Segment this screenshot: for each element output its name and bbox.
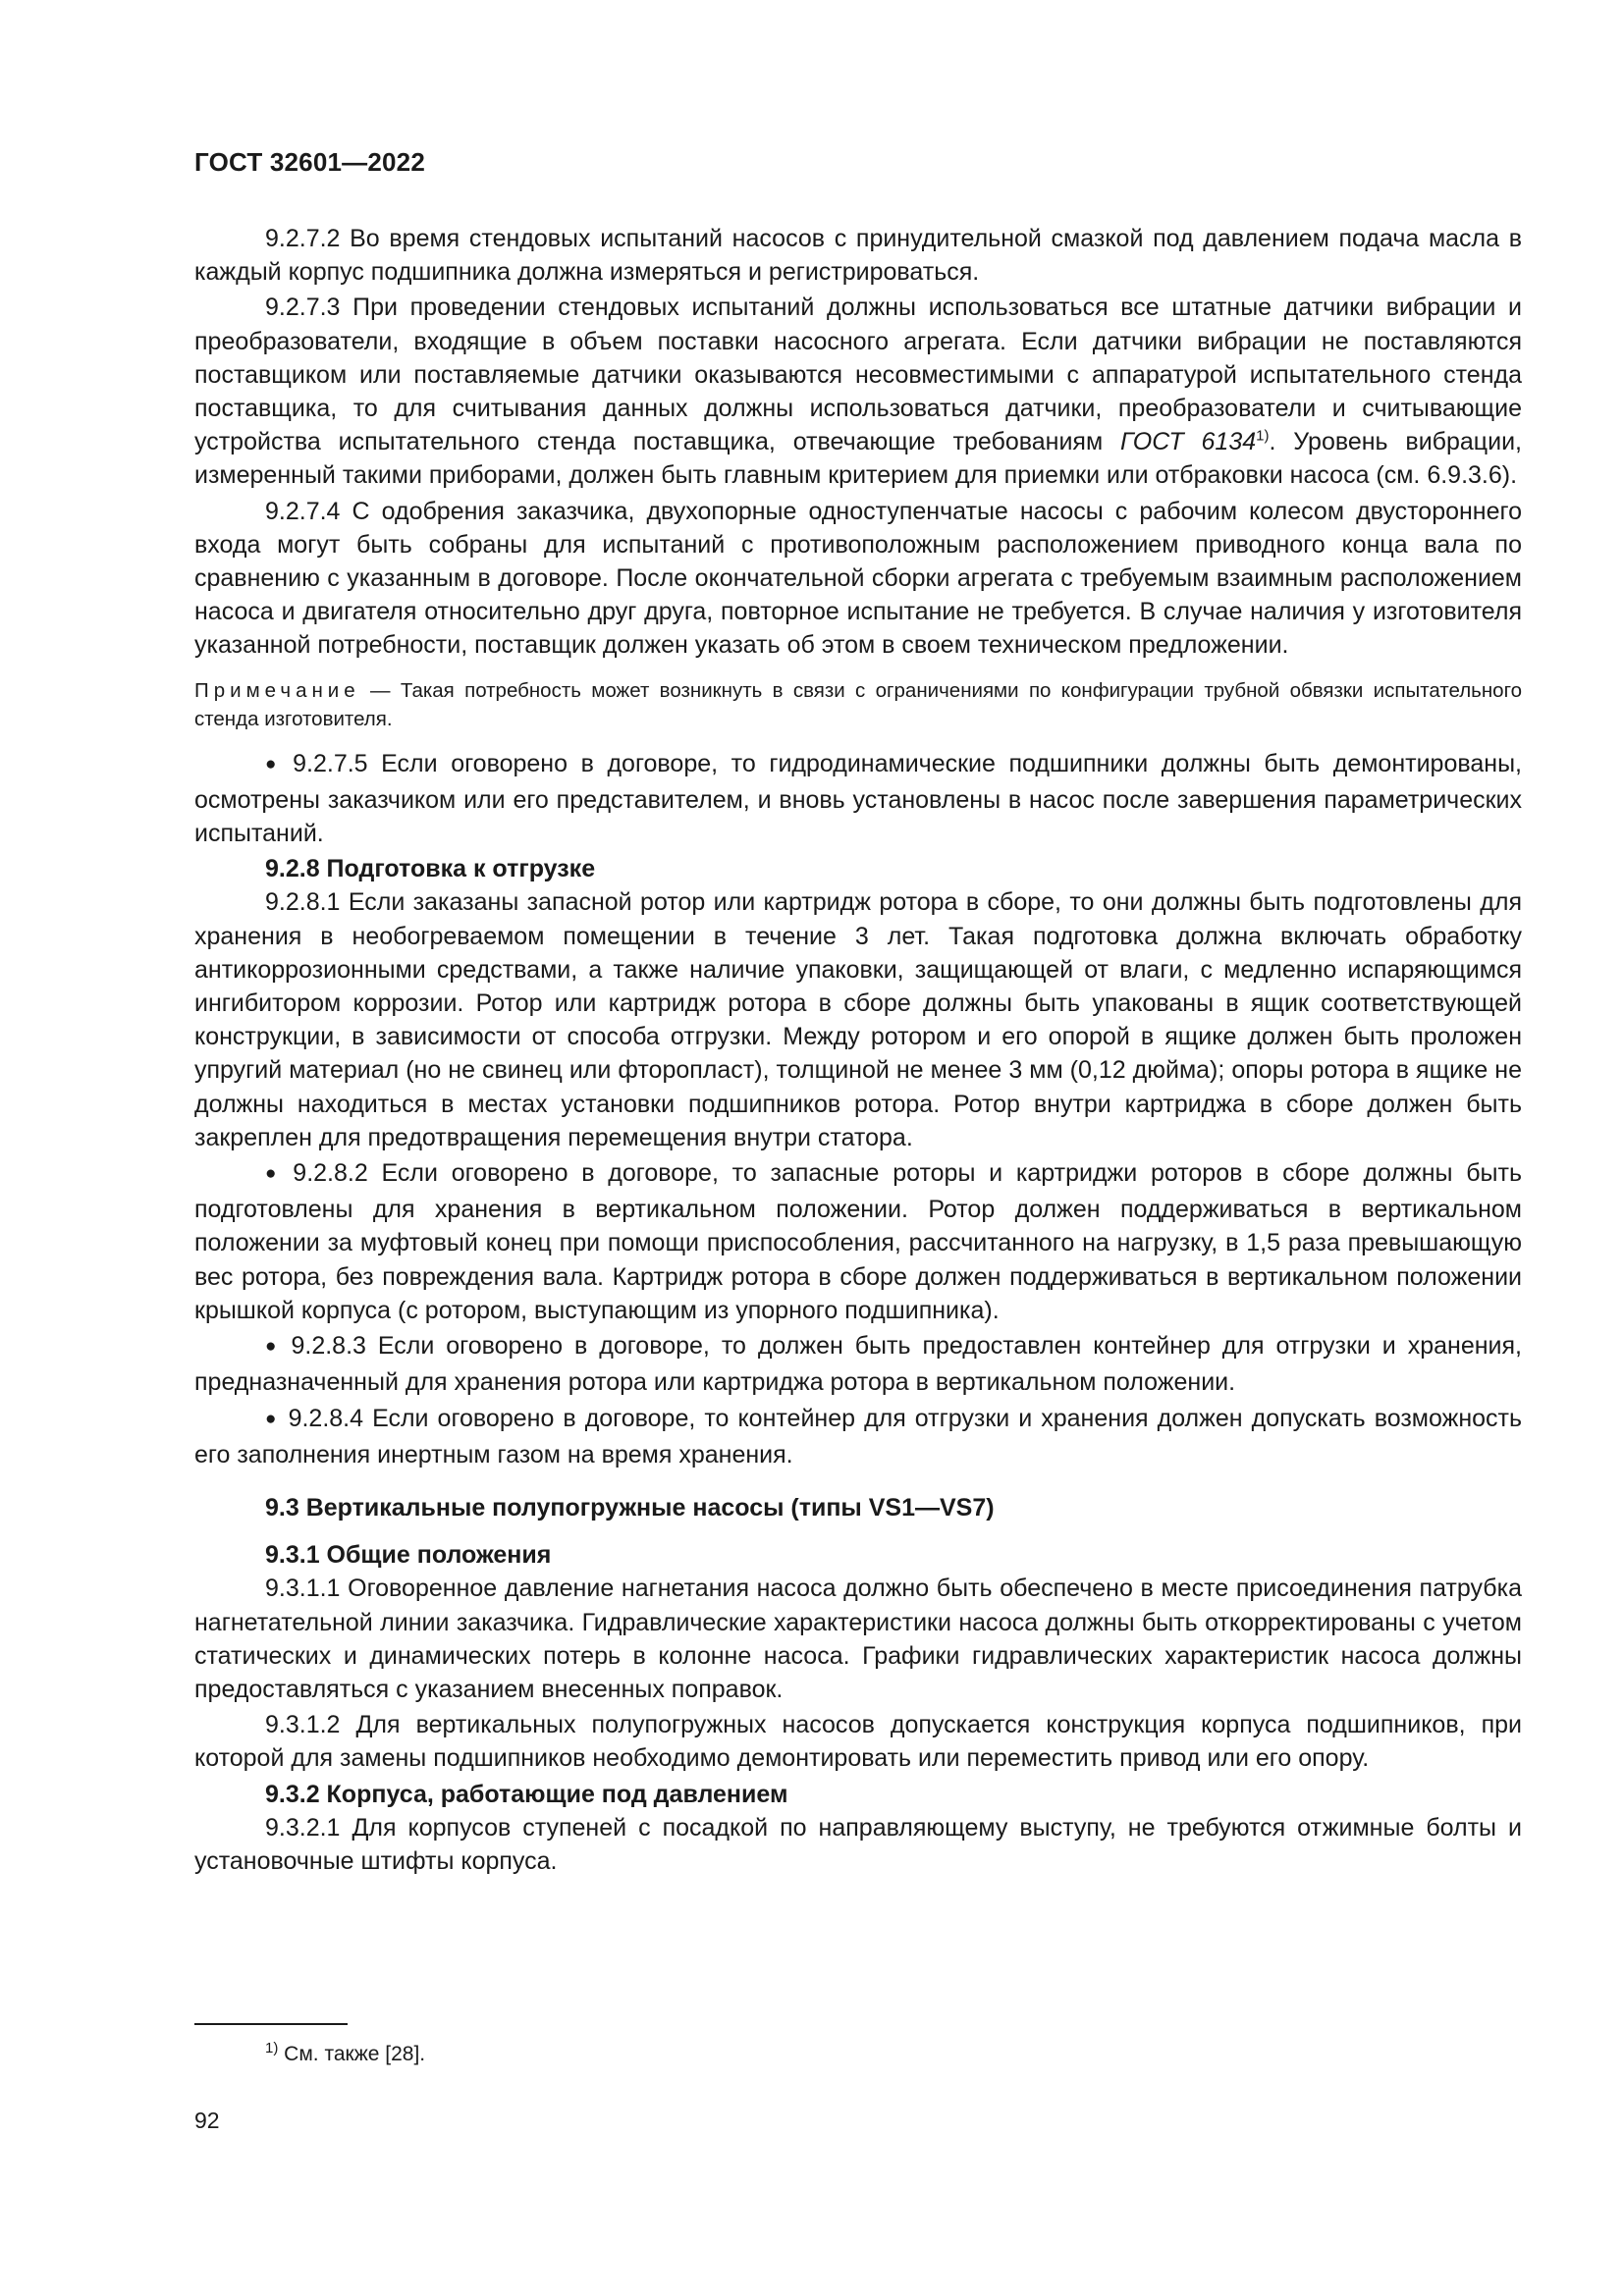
paragraph-9-2-8-4 [194, 1402, 1522, 1471]
bullet-icon [265, 1159, 293, 1187]
paragraph-text: . Уровень вибрации, измеренный такими приборами, должен быть главным критерием для приемки или отбраковки насоса (см. 6.9.3.6). [194, 428, 1522, 490]
footnote-mark: 1) [265, 2040, 279, 2056]
paragraph-text: 9.2.7.3 При проведении стендовых испытаний должны использоваться все штатные датчики вибрации и преобразователи, входящие в объем поставки насосного агрегата. Если датчики вибрации не поставляются поставщиком или поставляемые датчики оказываются несовместимыми с аппаратурой испытательного стенда поставщика, то для считывания данных должны использоваться датчики, преобразователи и считывающие устройства испытательного стенда поставщика, отвечающие требованиям [194, 294, 1522, 456]
note-label: Примечание [194, 678, 360, 702]
paragraph-9-2-8-2 [194, 1156, 1522, 1327]
page-number: 92 [194, 2108, 220, 2133]
note-text: — Такая потребность может возникнуть в связи с ограничениями по конфигурации трубной обвязки испытательного стенда изготовителя. [194, 678, 1522, 730]
paragraph-text: 9.2.7.5 Если оговорено в договоре, то гидродинамические подшипники должны быть демонтированы, осмотрены заказчиком или его представителем, и вновь установлены в насос после завершения параметрических испытаний. [194, 749, 1522, 848]
paragraph-9-2-7-3 [194, 291, 1522, 492]
paragraph-9-2-8-1: 9.2.8.1 Если заказаны запасной ротор или картридж ротора в сборе, то они должны быть подготовлены для хранения в необогреваемом помещении в течение 3 лет. Такая подготовка должна включать обработку антикоррозионными средствами, а также наличие упаковки, защищающей от влаги, с медленно испаряющимся ингибитором коррозии. Ротор или картридж ротора в сборе должны быть упакованы в ящик соответствующей конструкции, в зависимости от способа отгрузки. Между ротором и его опорой в ящике должен быть проложен упругий материал (но не свинец или фторопласт), толщиной не менее 3 мм (0,12 дюйма); опоры ротора в ящике не должны находиться в местах установки подшипников ротора. Ротор внутри картриджа в сборе должен быть закреплен для предотвращения перемещения внутри статора. [194, 888, 1522, 1151]
paragraph-9-2-7-2: 9.2.7.2 Во время стендовых испытаний насосов с принудительной смазкой под давлением подача масла в каждый корпус подшипника должна измеряться и регистрироваться. [194, 225, 1522, 287]
paragraph-text: 9.2.8.4 Если оговорено в договоре, то контейнер для отгрузки и хранения должен допускать возможность его заполнения инертным газом на время хранения. [194, 1404, 1523, 1468]
footnote-text: См. также [28]. [278, 2043, 426, 2065]
footnote-marker: 1) [1256, 427, 1270, 445]
paragraph-text: 9.2.8.3 Если оговорено в договоре, то должен быть предоставлен контейнер для отгрузки и хранения, предназначенный для хранения ротора или картриджа ротора в вертикальном положении. [194, 1332, 1522, 1397]
paragraph-9-2-8-3 [194, 1329, 1522, 1399]
footnote-divider [194, 2023, 348, 2025]
document-header: ГОСТ 32601—2022 [194, 147, 425, 177]
standard-reference: ГОСТ 6134 [1119, 428, 1257, 456]
heading-9-3: 9.3 Вертикальные полупогружные насосы (типы VS1—VS7) [265, 1493, 995, 1522]
heading-9-3-2: 9.3.2 Корпуса, работающие под давлением [265, 1780, 788, 1808]
document-body [194, 222, 1522, 1880]
footnote [265, 2040, 426, 2066]
bullet-icon [265, 750, 293, 777]
paragraph-9-2-7-4: 9.2.7.4 С одобрения заказчика, двухопорные одноступенчатые насосы с рабочим колесом двустороннего входа могут быть собраны для испытаний с противоположным расположением приводного конца вала по сравнению с указанным в договоре. После окончательной сборки агрегата с требуемым взаимным расположением насоса и двигателя относительно друг друга, повторное испытание не требуется. В случае наличия у изготовителя указанной потребности, поставщик должен указать об этом в своем техническом предложении. [194, 497, 1522, 660]
heading-9-2-8: 9.2.8 Подготовка к отгрузке [265, 855, 596, 883]
note [194, 676, 1522, 733]
heading-9-3-1: 9.3.1 Общие положения [265, 1541, 552, 1570]
paragraph-9-3-2-1: 9.3.2.1 Для корпусов ступеней с посадкой по направляющему выступу, не требуются отжимные болты и установочные штифты корпуса. [194, 1813, 1522, 1875]
paragraph-9-2-7-5 [194, 747, 1522, 851]
paragraph-9-3-1-2: 9.3.1.2 Для вертикальных полупогружных насосов допускается конструкция корпуса подшипников, при которой для замены подшипников необходимо демонтировать или переместить привод или его опору. [194, 1711, 1522, 1773]
bullet-icon [265, 1405, 289, 1432]
paragraph-9-3-1-1: 9.3.1.1 Оговоренное давление нагнетания насоса должно быть обеспечено в месте присоединения патрубка нагнетательной линии заказчика. Гидравлические характеристики насоса должны быть откорректированы с учетом статических и динамических потерь в колонне насоса. Графики гидравлических характеристик насоса должны предоставляться с указанием внесенных поправок. [194, 1575, 1522, 1703]
paragraph-text: 9.2.8.2 Если оговорено в договоре, то запасные роторы и картриджи роторов в сборе должны быть подготовлены для хранения в вертикальном положении. Ротор должен поддерживаться в вертикальном положении за муфтовый конец при помощи приспособления, рассчитанного на нагрузку, в 1,5 раза превышающую вес ротора, без повреждения вала. Картридж ротора в сборе должен поддерживаться в вертикальном положении крышкой корпуса (с ротором, выступающим из упорного подшипника). [194, 1159, 1523, 1324]
bullet-icon [265, 1332, 291, 1360]
